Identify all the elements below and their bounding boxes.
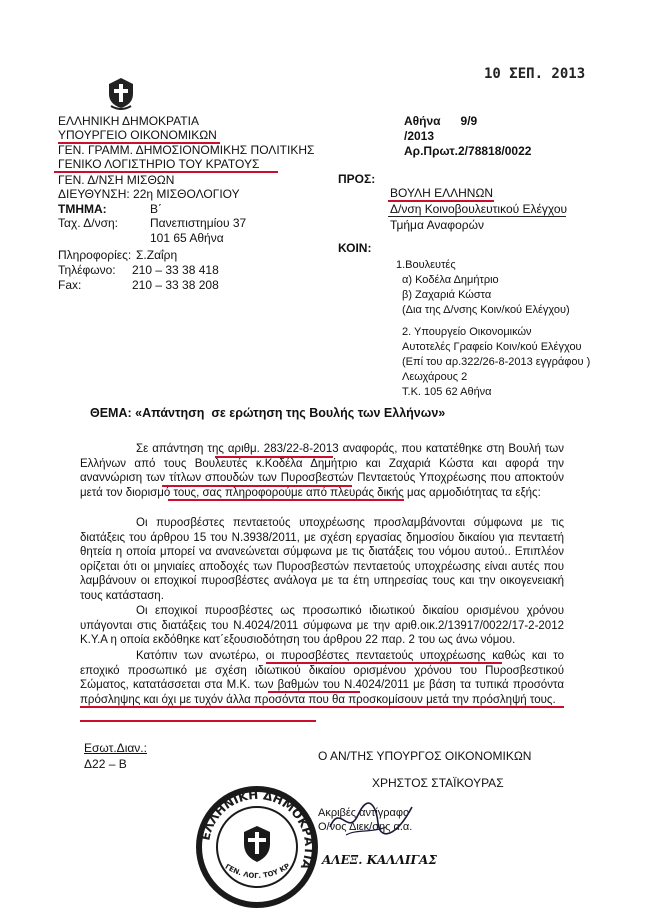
sender-line: ΔΙΕΥΘΥΝΣΗ: 22η ΜΙΣΘΟΛΟΓΙΟΥ xyxy=(58,187,240,201)
to-line: ΒΟΥΛΗ ΕΛΛΗΝΩΝ xyxy=(390,186,494,200)
to-label: ΠΡΟΣ: xyxy=(338,172,376,186)
underline-body-firefighters xyxy=(266,662,502,664)
sender-line: ΓΕΝ. Δ/ΝΣΗ ΜΙΣΘΩΝ xyxy=(58,173,175,187)
handwritten-signature xyxy=(326,797,416,848)
certified-signer-name: ΑΛΕΞ. ΚΑΛΛΙΓΑΣ xyxy=(322,853,437,867)
body-paragraph-3: Οι εποχικοί πυροσβέστες ως προσωπικό ιδιωτικού δικαίου ορισμένου χρόνου υπάγονται στις διατάξεις του Ν.4024/2011 σύμφωνα με την αριθ.οικ.2/13917/0022/17-2-2012 Κ.Υ.Α η οποία εκδόθηκε κατ΄εξουσιοδότηση του άρθρου 22 παρ. 2 του ως άνω νόμου. xyxy=(80,605,564,647)
official-seal xyxy=(196,786,318,913)
coat-of-arms-emblem xyxy=(106,76,136,115)
sender-line: ΥΠΟΥΡΓΕΙΟ ΟΙΚΟΝΟΜΙΚΩΝ xyxy=(58,128,217,142)
body-paragraph-1: Σε απάντηση της αριθμ. 283/22-8-2013 αναφοράς, που κατατέθηκε στη Βουλή των Ελλήνων από τους Βουλευτές κ.Κοδέλα Δημήτριο και Ζαχαριά Κώστα και αφορά την αναννώριση των τίτλων σπουδών των Πυροσβεστών Πενταετούς Υποχρέωσης που αποκτούν μετά τον διορισμό τους, σας πληροφορούμε από πλευράς δικής μας αρμοδιότητας τα εξής: xyxy=(80,443,564,499)
address-line1: Πανεπιστημίου 37 xyxy=(150,216,247,230)
seal-ring-text: ΕΛΛΗΝΙΚΗ ΔΗΜΟΚΡΑΤΙΑ xyxy=(198,787,317,872)
ref-year: /2013 xyxy=(404,129,435,143)
underline-body-qualifications xyxy=(80,706,564,708)
body-paragraph-4: Κατόπιν των ανωτέρω, οι πυροσβέστες πενταετούς υποχρέωσης καθώς και το εποχικό προσωπικό με σχέση ιδιωτικού δικαίου ορισμένου χρόνου του Πυροσβεστικού Σώματος, κατατάσσεται στα Μ.Κ. των βαθμών του Ν.4024/2011 με βάση τα τυπικά προσόντα πρόσληψης και όχι με τυχόν άλλα προσόντα που θα προσκομίσουν μετά την πρόσληψή τους. xyxy=(80,650,564,706)
cc-line: Αυτοτελές Γραφείο Κοιν/κού Ελέγχου xyxy=(402,341,582,353)
cc-line: (Επί του αρ.322/26-8-2013 εγγράφου ) xyxy=(402,356,591,368)
sender-line: ΓΕΝ. ΓΡΑΜΜ. ΔΗΜΟΣΙΟΝΟΜΙΚΗΣ ΠΟΛΙΤΙΚΗΣ xyxy=(58,143,315,157)
cc-line: α) Κοδέλα Δημήτριο xyxy=(402,274,499,286)
underline-to-2 xyxy=(388,216,566,217)
fax-label: Fax: xyxy=(58,278,82,292)
underline-body-titles xyxy=(162,485,352,487)
underline-body-ref xyxy=(215,456,333,458)
internal-distribution-label: Εσωτ.Διαν.: xyxy=(84,741,147,755)
received-date-stamp: 10 ΣΕΠ. 2013 xyxy=(484,66,586,82)
place-date: Αθήνα 9/9 xyxy=(404,114,478,128)
cc-line: 1.Βουλευτές xyxy=(396,259,456,271)
body-paragraph-2: Οι πυροσβέστες πενταετούς υποχρέωσης προσλαμβάνονται σύμφωνα με τις διατάξεις του άρθρου 15 του Ν.3938/2011, με σχέση εργασίας δημοσίου δικαίου για πενταετή θητεία η οποία μπορεί να ανανεώνεται σύμφωνα με τις διατάξεις του νόμου αυτού.. Επιπλέον ορίζεται ότι οι μηνιαίες αποδοχές των Πυροσβεστών πενταετούς υποχρέωσης είναι αυτές που λαμβάνουν οι εποχικοί πυροσβέστες ανάλογα με τα έτη υπηρεσίας τους και την οικογενειακή τους κατάσταση. xyxy=(80,517,564,602)
tmima-value: Β΄ xyxy=(150,202,162,216)
to-line: Δ/νση Κοινοβουλευτικού Ελέγχου xyxy=(390,202,568,216)
subject-line: ΘΕΜΑ: «Απάντηση σε ερώτηση της Βουλής των Ελλήνων» xyxy=(90,406,446,420)
certified-copy-line2: Ο/νος Διεκ/σης α.α. xyxy=(318,821,413,833)
address-label: Ταχ. Δ/νση: xyxy=(58,216,119,230)
cc-line: Τ.Κ. 105 62 Αθήνα xyxy=(402,386,492,398)
underline-body-classified xyxy=(268,691,360,693)
signatory-name: ΧΡΗΣΤΟΣ ΣΤΑΪΚΟΥΡΑΣ xyxy=(372,776,504,790)
sender-line: ΕΛΛΗΝΙΚΗ ΔΗΜΟΚΡΑΤΙΑ xyxy=(58,114,199,128)
certified-copy-line1: Ακριβές αντίγραφο xyxy=(318,807,410,819)
cc-line: (Δια της Δ/νσης Κοιν/κού Ελέγχου) xyxy=(402,304,570,316)
cc-line: Λεωχάρους 2 xyxy=(402,371,468,383)
underline-body-appointment xyxy=(168,499,404,501)
protocol-number: Αρ.Πρωτ.2/78818/0022 xyxy=(404,144,532,158)
fax-value: 210 – 33 38 208 xyxy=(132,278,219,292)
phone-value: 210 – 33 38 418 xyxy=(132,263,219,277)
info-value: Σ.Ζαΐρη xyxy=(136,248,178,262)
sender-line: ΓΕΝΙΚΟ ΛΟΓΙΣΤΗΡΙΟ ΤΟΥ ΚΡΑΤΟΥΣ xyxy=(58,157,260,171)
cc-line: 2. Υπουργείο Οικονομικών xyxy=(402,326,532,338)
internal-distribution-value: Δ22 – Β xyxy=(84,757,127,771)
seal-inner-text: ΓΕΝ. ΛΟΓ. ΤΟΥ ΚΡ xyxy=(223,862,292,881)
info-label: Πληροφορίες: xyxy=(58,248,132,262)
cc-label: ΚΟΙΝ: xyxy=(338,241,372,255)
phone-label: Τηλέφωνο: xyxy=(58,263,116,277)
to-line: Τμήμα Αναφορών xyxy=(390,218,484,232)
underline-body-after-hiring xyxy=(80,720,316,722)
tmima-label: ΤΜΗΜΑ: xyxy=(58,202,107,216)
cc-line: β) Ζαχαριά Κώστα xyxy=(402,289,492,301)
address-line2: 101 65 Αθήνα xyxy=(150,231,224,245)
signatory-role: Ο ΑΝ/ΤΗΣ ΥΠΟΥΡΓΟΣ ΟΙΚΟΝΟΜΙΚΩΝ xyxy=(318,749,532,763)
